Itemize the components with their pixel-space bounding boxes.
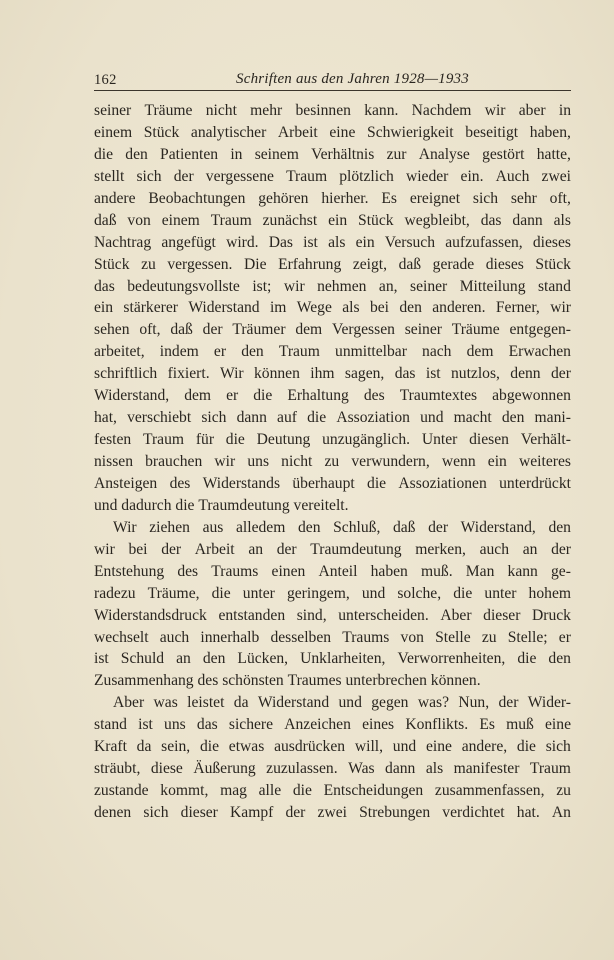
- text-line: seiner Träume nicht mehr besinnen kann. Nachdem wir aber in: [94, 102, 571, 119]
- text-line: die den Patienten in seinem Verhältnis zur Analyse gestört hatte,: [94, 145, 571, 163]
- text-line: Wir ziehen aus alledem den Schluß, daß der Widerstand, den: [113, 518, 571, 536]
- text-line: stellt sich der vergessene Traum plötzlich wieder ein. Auch zwei: [94, 167, 571, 185]
- text-line: ein stärkerer Widerstand im Wege als bei den anderen. Ferner, wir: [94, 299, 571, 317]
- text-line: Aber was leistet da Widerstand und gegen was? Nun, der Wider-: [113, 694, 571, 712]
- text-line: Widerstandsdruck entstanden sind, unterscheiden. Aber dieser Druck: [94, 606, 571, 624]
- text-line: denen sich dieser Kampf der zwei Strebungen verdichtet hat. An: [94, 804, 571, 821]
- text-line: Kraft da sein, die etwas ausdrücken will, und eine andere, die sich: [94, 738, 571, 756]
- text-line: einem Stück analytischer Arbeit eine Schwierigkeit beseitigt haben,: [94, 123, 571, 141]
- page-number: 162: [94, 72, 117, 88]
- text-line: sehen oft, daß der Träumer dem Vergessen seiner Träume entgegen-: [94, 321, 571, 339]
- text-line: arbeitet, indem er den Traum unmittelbar nach dem Erwachen: [94, 343, 571, 361]
- page-header: [94, 70, 571, 91]
- text-line: Ansteigen des Widerstands überhaupt die Assoziationen unterdrückt: [94, 474, 571, 492]
- running-title: Schriften aus den Jahren 1928—1933: [236, 71, 469, 87]
- text-line: wechselt auch innerhalb desselben Traums von Stelle zu Stelle; er: [94, 628, 571, 646]
- text-line: radezu Träume, die unter geringem, und solche, die unter hohem: [94, 584, 571, 602]
- text-line: und dadurch die Traumdeutung vereitelt.: [94, 496, 349, 514]
- text-line: daß von einem Traum zunächst ein Stück wegbleibt, das dann als: [94, 211, 571, 229]
- text-line: Zusammenhang des schönsten Traumes unterbrechen können.: [94, 672, 481, 690]
- text-line: Widerstand, dem er die Erhaltung des Traumtextes abgewonnen: [94, 387, 571, 405]
- text-line: stand ist uns das sichere Anzeichen eines Konflikts. Es muß eine: [94, 716, 571, 734]
- text-line: Entstehung des Traums einen Anteil haben muß. Man kann ge-: [94, 562, 571, 580]
- text-line: ist Schuld an den Lücken, Unklarheiten, Verworrenheiten, die den: [94, 650, 571, 668]
- text-line: festen Traum für die Deutung unzugänglich. Unter diesen Verhält-: [94, 431, 571, 449]
- body-text: [94, 100, 571, 824]
- text-line: zustande kommt, mag alle die Entscheidungen zusammenfassen, zu: [94, 782, 571, 800]
- paragraph: [94, 692, 571, 824]
- text-line: andere Beobachtungen gehören hierher. Es ereignet sich sehr oft,: [94, 189, 571, 207]
- paragraph: [94, 100, 571, 517]
- paragraph: [94, 517, 571, 693]
- text-line: Nachtrag angefügt wird. Das ist als ein Versuch aufzufassen, dieses: [94, 233, 571, 251]
- text-line: hat, verschiebt sich dann auf die Assoziation und macht den mani-: [94, 409, 571, 427]
- text-line: Stück zu vergessen. Die Erfahrung zeigt, daß gerade dieses Stück: [94, 255, 571, 273]
- text-line: schriftlich fixiert. Wir können ihm sagen, das ist nutzlos, denn der: [94, 365, 571, 383]
- text-line: nissen brauchen wir uns nicht zu verwundern, wenn ein weiteres: [94, 453, 571, 470]
- text-line: das bedeutungsvollste ist; wir nehmen an, seiner Mitteilung stand: [94, 277, 571, 295]
- text-line: wir bei der Arbeit an der Traumdeutung merken, auch an der: [94, 540, 571, 558]
- text-line: sträubt, diese Äußerung zuzulassen. Was dann als manifester Traum: [94, 760, 571, 778]
